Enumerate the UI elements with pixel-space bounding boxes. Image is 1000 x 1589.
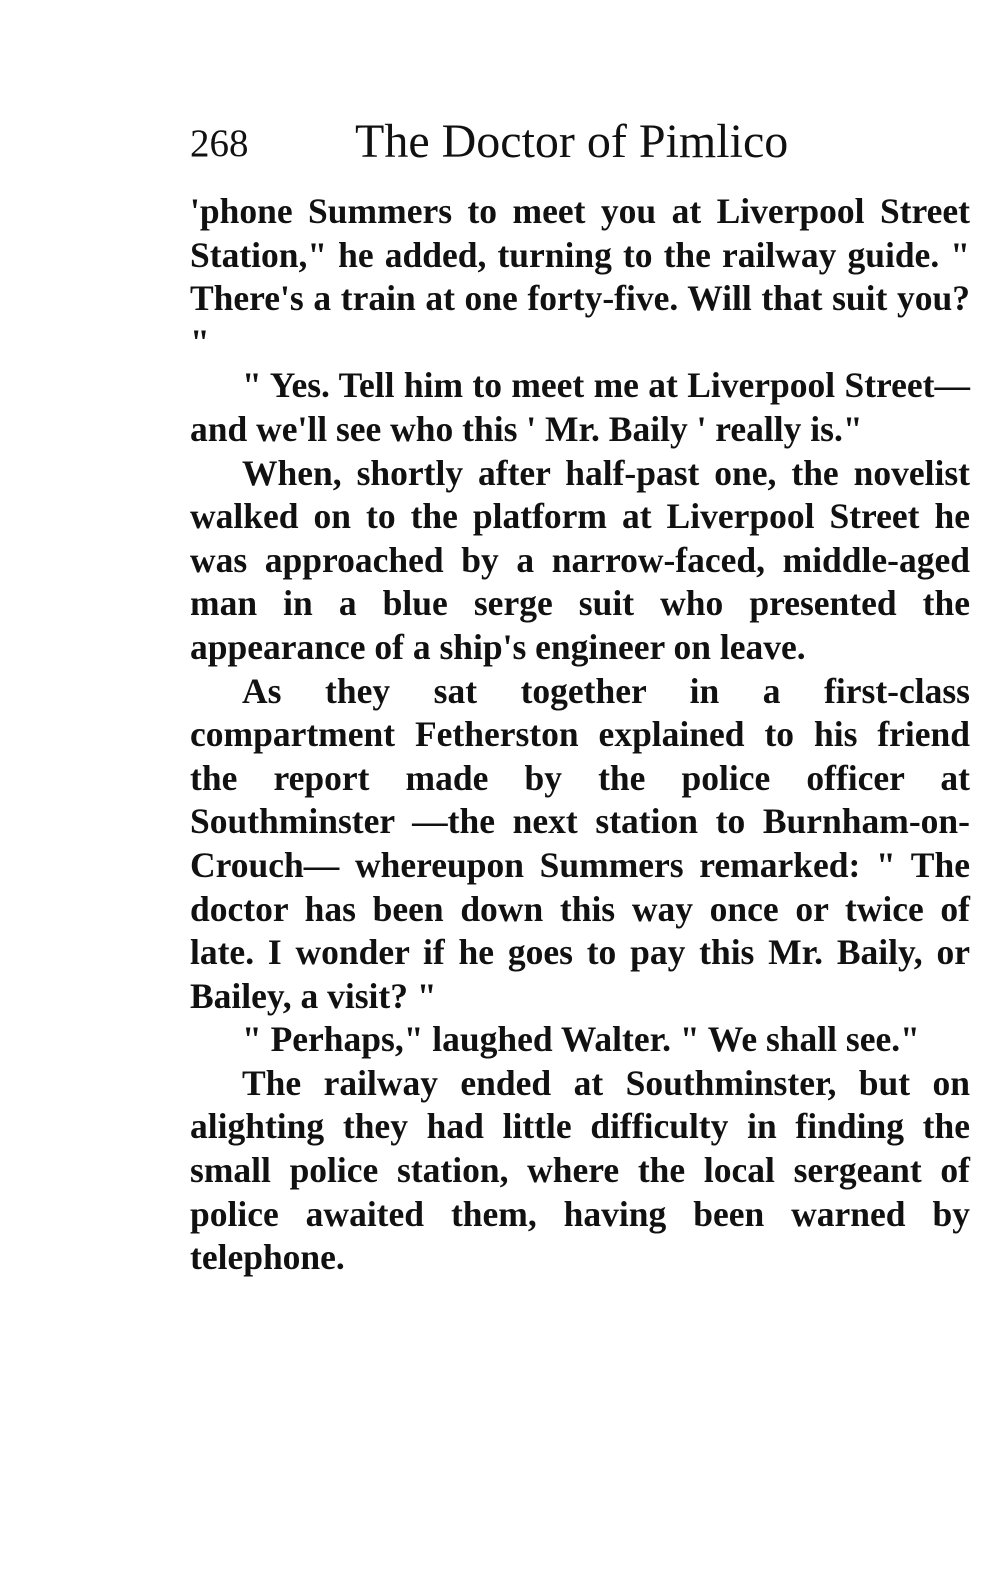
paragraph-3: When, shortly after half-past one, the novelist walked on to the platform at Liverpool Street he was approached by a narrow-faced, middle-aged man in a blue serge suit who presented the appearance of a ship's engineer on leave. [190, 452, 970, 667]
paragraph-6: The railway ended at Southminster, but on alighting they had little difficulty in finding the small police station, where the local sergeant of police awaited them, having been warned by telephone. [190, 1062, 970, 1278]
page-header [190, 112, 970, 174]
page-number: 268 [190, 122, 249, 165]
paragraph-2: " Yes. Tell him to meet me at Liverpool Street—and we'll see who this ' Mr. Baily ' really is." [190, 365, 970, 449]
running-title: The Doctor of Pimlico [355, 115, 789, 168]
paragraph-4: As they sat together in a first-class compartment Fetherston explained to his friend the report made by the police officer at Southminster —the next station to Burnham-on-Crouch— whereupon Summers remarked: " The doctor has been down this way once or twice of late. I wonder if he goes to pay this Mr. Baily, or Bailey, a visit? " [190, 670, 970, 1016]
body-text [190, 190, 970, 1280]
paragraph-5: " Perhaps," laughed Walter. " We shall see." [242, 1019, 920, 1060]
paragraph-1: 'phone Summers to meet you at Liverpool Street Station," he added, turning to the railway guide. " There's a train at one forty-five. Will that suit you? " [190, 191, 970, 362]
